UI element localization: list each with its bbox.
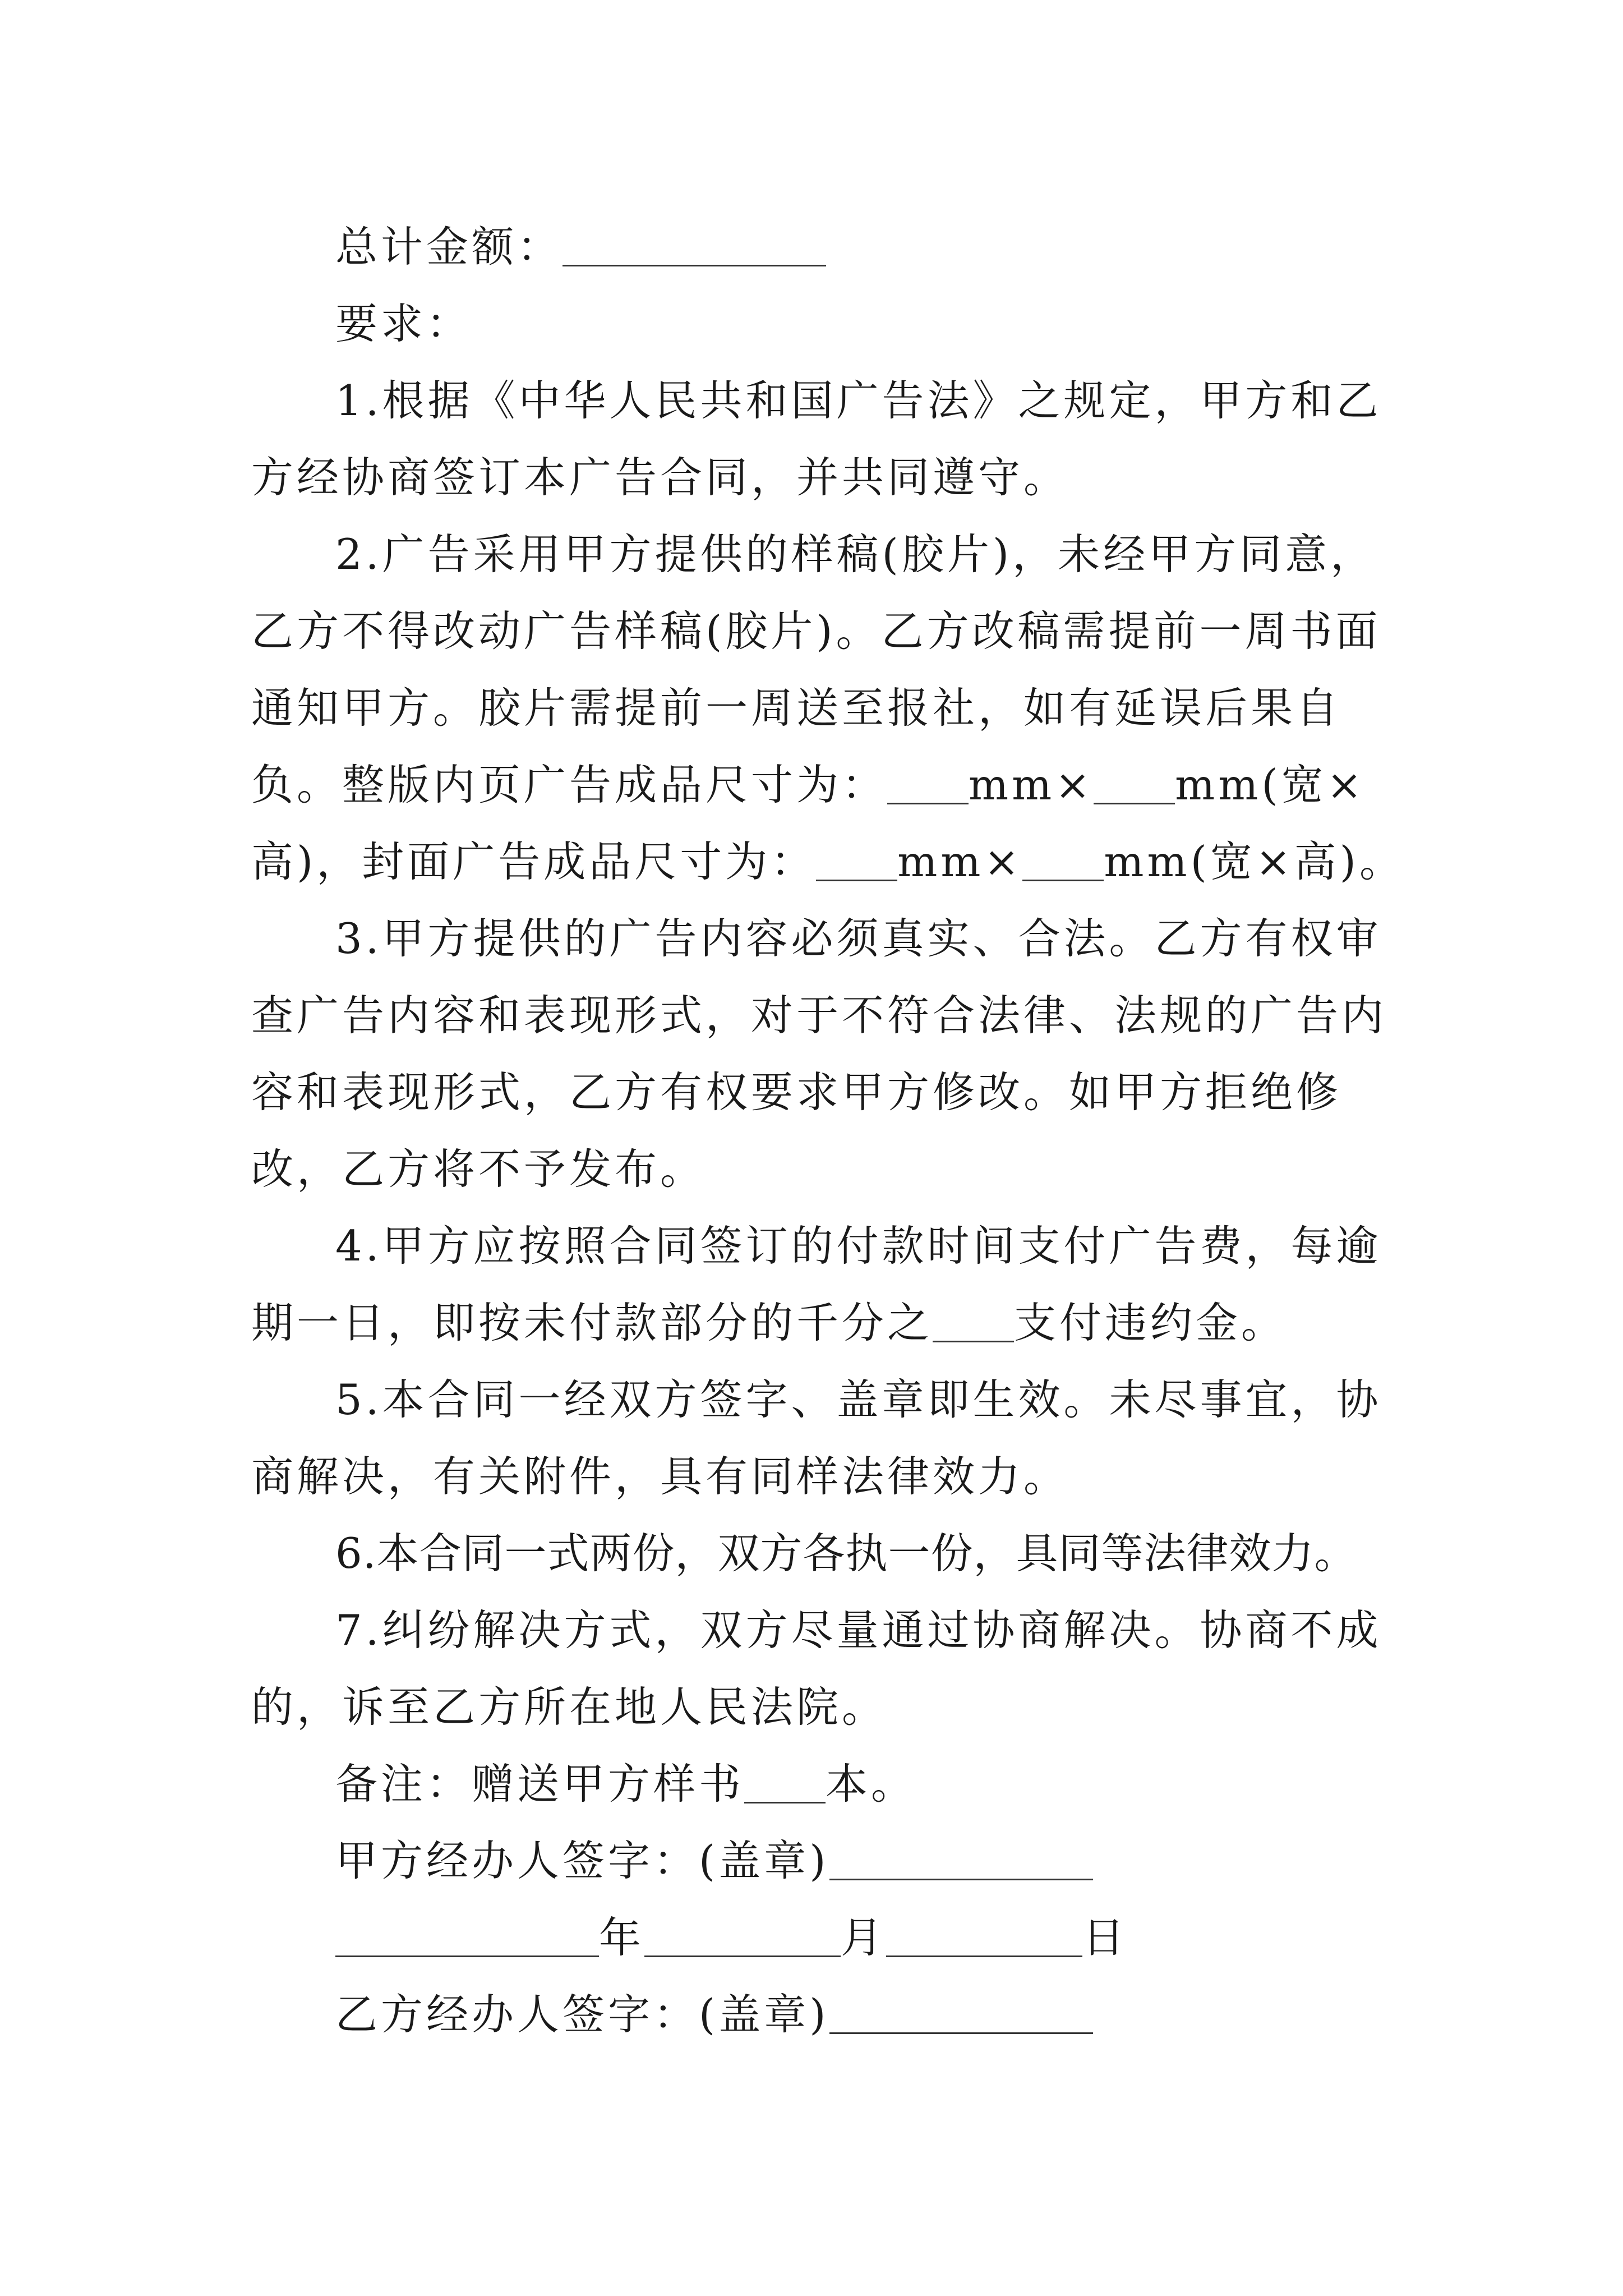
party-b-signature-line: 乙方经办人签字：(盖章) bbox=[251, 1976, 1407, 2053]
month-blank[interactable] bbox=[644, 1916, 841, 1957]
requirements-heading: 要求： bbox=[335, 299, 472, 348]
clause-3: 3.甲方提供的广告内容必须真实、合法。乙方有权审查广告内容和表现形式，对于不符合法律、法规的广告内容和表现形式，乙方有权要求甲方修改。如甲方拒绝修改，乙方将不予发布。 bbox=[251, 914, 1387, 1194]
total-amount-label: 总计金额： bbox=[335, 222, 563, 272]
clause-1: 1.根据《中华人民共和国广告法》之规定，甲方和乙方经协商签订本广告合同，并共同遵守。 bbox=[251, 376, 1382, 502]
cover-height-blank[interactable] bbox=[1022, 840, 1104, 881]
party-b-signature-blank[interactable] bbox=[829, 1993, 1093, 2034]
sample-count-blank[interactable] bbox=[744, 1762, 826, 1803]
clause-5: 5.本合同一经双方签字、盖章即生效。未尽事宜，协商解决，有关附件，具有同样法律效力。 bbox=[251, 1375, 1382, 1501]
clause-2: 2.广告采用甲方提供的样稿(胶片)，未经甲方同意，乙方不得改动广告样稿(胶片)。乙方改稿需提前一周书面通知甲方。胶片需提前一周送至报社，如有延误后果自负。整版内页广告成品尺寸为： mm× mm(宽×高)，封面广告成品尺寸为： mm× mm(宽×高)。 bbox=[251, 530, 1405, 886]
cover-width-blank[interactable] bbox=[816, 840, 897, 881]
total-amount-blank[interactable] bbox=[562, 225, 826, 266]
party-a-signature-blank[interactable] bbox=[829, 1839, 1093, 1880]
date-line: 年 月 日 bbox=[251, 1899, 1407, 1976]
clause-4: 4.甲方应按照合同签订的付款时间支付广告费，每逾期一日，即按未付款部分的千分之 支付违约金。 bbox=[251, 1221, 1382, 1347]
day-blank[interactable] bbox=[886, 1916, 1082, 1957]
clause-6: 6.本合同一式两份，双方各执一份，具同等法律效力。 bbox=[335, 1529, 1357, 1578]
inner-width-blank[interactable] bbox=[887, 763, 969, 804]
total-amount-line bbox=[251, 209, 1407, 286]
inner-height-blank[interactable] bbox=[1094, 763, 1175, 804]
note-line: 备注：赠送甲方样书 本。 bbox=[335, 1759, 917, 1809]
party-a-signature-line: 甲方经办人签字：(盖章) bbox=[251, 1823, 1407, 1899]
penalty-rate-blank[interactable] bbox=[933, 1301, 1014, 1342]
clause-7: 7.纠纷解决方式，双方尽量通过协商解决。协商不成的，诉至乙方所在地人民法院。 bbox=[251, 1605, 1382, 1732]
contract-body bbox=[251, 209, 1407, 2053]
year-blank[interactable] bbox=[335, 1916, 599, 1957]
